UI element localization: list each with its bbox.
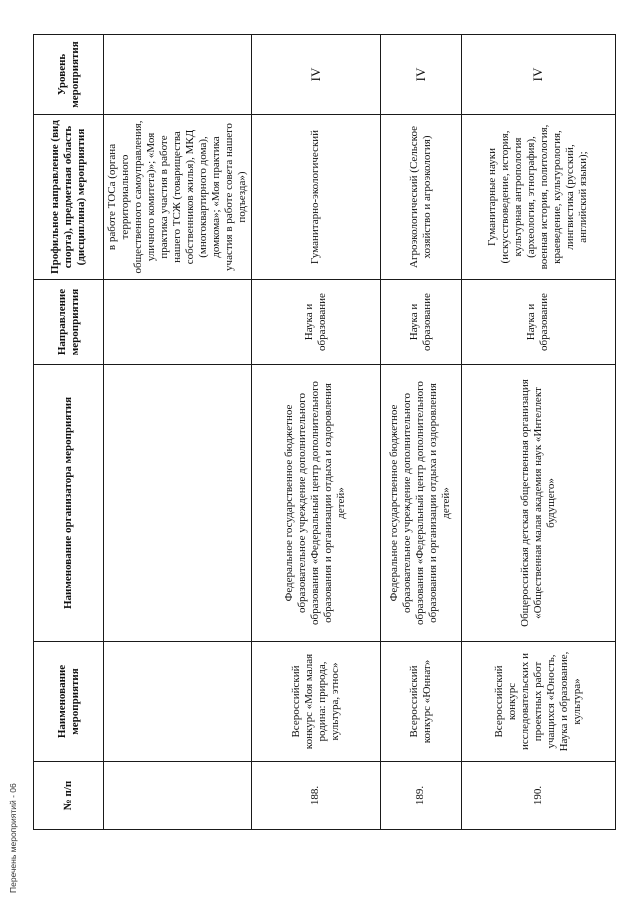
header-level: Уровень мероприятия <box>34 35 104 115</box>
cell-direction: Наука и образование <box>461 280 615 365</box>
events-table <box>33 34 616 830</box>
cell-event-name: Всероссийский конкурс «Юннат» <box>380 642 461 762</box>
table-header-row <box>34 35 104 830</box>
cell-number: 188. <box>251 762 380 830</box>
cell-level: IV <box>251 35 380 115</box>
page-footer: Перечень мероприятий - 06 <box>8 783 18 893</box>
cell-event-name: Всероссийский конкурс исследовательских и проектных работ учащихся «Юность, Наука и образование, культура» <box>461 642 615 762</box>
cell-event-name <box>104 642 252 762</box>
cell-profile: в работе ТОСа (органа территориального общественного самоуправления, уличного комитета)»; «Моя практика участия в работе нашего ТСЖ (товарищества собственников жилья), МКД (многоквартирного дома), домкома»; «Моя практика участия в работе совета нашего подъезда») <box>104 115 252 280</box>
cell-direction <box>104 280 252 365</box>
cell-event-name: Всероссийский конкурс «Моя малая родина: природа, культура, этнос» <box>251 642 380 762</box>
cell-number: 190. <box>461 762 615 830</box>
table-row <box>251 35 380 830</box>
cell-direction: Наука и образование <box>380 280 461 365</box>
cell-level: IV <box>380 35 461 115</box>
cell-organizer: Федеральное государственное бюджетное образовательное учреждение дополнительного образования «Федеральный центр дополнительного образования и организации отдыха и оздоровления детей» <box>251 365 380 642</box>
cell-organizer: Федеральное государственное бюджетное образовательное учреждение дополнительного образования «Федеральный центр дополнительного образования и организации отдыха и оздоровления детей» <box>380 365 461 642</box>
table-row <box>461 35 615 830</box>
cell-organizer: Общероссийская детская общественная организация «Общественная малая академия наук «Интеллект будущего» <box>461 365 615 642</box>
header-organizer: Наименование организатора мероприятия <box>34 365 104 642</box>
table-row <box>104 35 252 830</box>
cell-direction: Наука и образование <box>251 280 380 365</box>
cell-organizer <box>104 365 252 642</box>
cell-level: IV <box>461 35 615 115</box>
header-number: № п/п <box>34 762 104 830</box>
cell-number <box>104 762 252 830</box>
cell-profile: Гуманитарные науки (искусствоведение, история, культурная антропология (археология, этнография), военная история, политология, краеведение, культурология, лингвистика (русский, английский языки); <box>461 115 615 280</box>
cell-profile: Гуманитарно-экологический <box>251 115 380 280</box>
header-direction: Направление мероприятия <box>34 280 104 365</box>
header-profile: Профильное направление (вид спорта), предметная область (дисциплина) мероприятия <box>34 115 104 280</box>
cell-number: 189. <box>380 762 461 830</box>
cell-profile: Агроэкологический (Сельское хозяйство и агроэкология) <box>380 115 461 280</box>
header-event-name: Наименование мероприятия <box>34 642 104 762</box>
cell-level <box>104 35 252 115</box>
table-row <box>380 35 461 830</box>
